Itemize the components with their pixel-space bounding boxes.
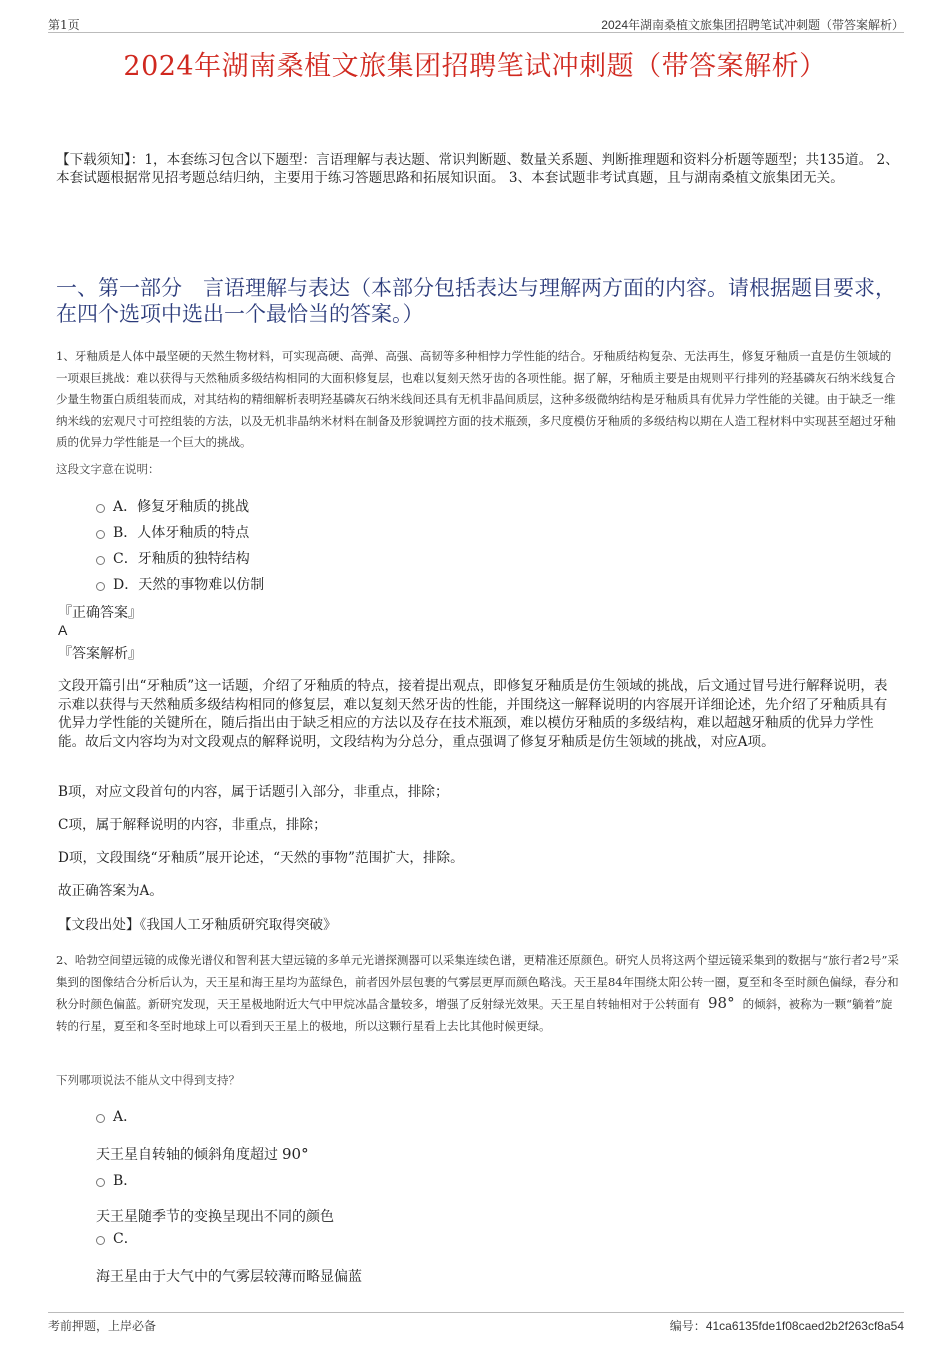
radio-icon[interactable] [96,530,105,539]
radio-icon[interactable] [96,504,105,513]
document-title: 2024年湖南桑植文旅集团招聘笔试冲刺题（带答案解析） [123,51,827,82]
footer-code [670,1317,904,1334]
radio-icon[interactable] [96,1114,105,1123]
correct-answer-tag: 『正确答案』 [58,605,142,621]
page-footer [48,1312,904,1335]
tilt-angle: 98° [708,994,735,1012]
q2-option-a[interactable] [96,1106,137,1126]
correct-answer: A [58,622,68,638]
analysis-option-d: D项，文段围绕“牙釉质”展开论述，“天然的事物”范围扩大，排除。 [58,850,464,866]
question-1-stem: 1、牙釉质是人体中最坚硬的天然生物材料，可实现高硬、高弹、高强、高韧等多种相悖力学性能的结合。牙釉质结构复杂、无法再生，修复牙釉质一直是仿生领域的一项艰巨挑战：难以获得与天然釉质多级结构相同的大面积修复层，也难以复刻天然牙齿的各项性能。据了解，牙釉质主要是由规则平行排列的羟基磷灰石纳米线复合少量生物蛋白质组装而成，对其结构的精细解析表明羟基磷灰石纳米线间还具有无机非晶间质层，这种多级微纳结构是牙釉质具有优异力学性能的关键。由于缺乏一维纳米线的宏观尺寸可控组装的方法，以及无机非晶纳米材料在制备及形貌调控方面的技术瓶颈，多尺度模仿牙釉质的多级结构以期在人造工程材料中实现甚至超过牙釉质的优异力学性能是一个巨大的挑战。 [56,349,896,449]
radio-icon[interactable] [96,582,105,591]
q2-stem-part1: 2、哈勃空间望远镜的成像光谱仪和智利甚大望远镜的多单元光谱探测器可以采集连续色谱，更精准还原颜色。研究人员将这两个望远镜采集到的数据与“旅行者2号”采集到的图像结合分析后认为，天王星和海王星均为蓝绿色，前者因外层包裹的气雾层更厚而颜色略浅。天王星84年围绕太阳公转一圈，夏至和冬至时颜色偏绿，春分和秋分时颜色偏蓝。新研究发现，天王星极地附近大气中甲烷冰晶含量较多，增强了反射绿光效果。天王星自转轴相对于公转面有 [56,953,899,1011]
radio-icon[interactable] [96,1236,105,1245]
q2-option-b-label: B． [113,1173,138,1189]
text-source: 【文段出处】《我国人工牙釉质研究取得突破》 [58,917,337,933]
q1-option-c-label: C．牙釉质的独特结构 [113,551,250,567]
analysis-conclusion: 故正确答案为A。 [58,883,163,899]
radio-icon[interactable] [96,556,105,565]
header-doc-title: 2024年湖南桑植文旅集团招聘笔试冲刺题（带答案解析） [601,18,904,32]
analysis-tag: 『答案解析』 [58,646,142,662]
footer-slogan: 考前押题，上岸必备 [48,1319,157,1333]
q2-option-a-label: A． [113,1109,138,1125]
question-2-prompt: 下列哪项说法不能从文中得到支持？ [56,1073,240,1087]
question-2-stem [56,950,901,1037]
radio-icon[interactable] [96,1178,105,1187]
q1-option-a-label: A．修复牙釉质的挑战 [113,499,250,515]
q1-option-d-label: D．天然的事物难以仿制 [113,577,265,593]
question-1-prompt: 这段文字意在说明： [56,462,160,476]
q2-option-a-text [96,1144,309,1164]
section-heading: 一、第一部分 言语理解与表达（本部分包括表达与理解两方面的内容。请根据题目要求，在四个选项中选出一个最恰当的答案。） [56,276,896,326]
q2-option-a-body: 天王星自转轴的倾斜角度超过 [96,1147,278,1163]
footer-code-value: 41ca6135fde1f08caed2b2f263cf8a54 [705,1319,904,1333]
q2-option-c-label: C． [113,1231,138,1247]
q2-option-a-math: 90° [282,1145,309,1163]
answer-analysis: 文段开篇引出“牙釉质”这一话题，介绍了牙釉质的特点，接着提出观点，即修复牙釉质是仿生领域的挑战，后文通过冒号进行解释说明，表示难以获得与天然釉质多级结构相同的修复层，难以复刻天然牙齿的性能，并围绕这一解释说明的内容展开详细论述，先介绍了牙釉质具有优异力学性能的关键所在，随后指出由于缺乏相应的方法以及存在技术瓶颈，难以模仿牙釉质的多级结构，难以超越牙釉质的优异力学性能。故后文内容均为对文段观点的解释说明，文段结构为分总分，重点强调了修复牙釉质是仿生领域的挑战，对应A项。 [58,678,888,750]
analysis-option-b: B项，对应文段首句的内容，属于话题引入部分，非重点，排除； [58,784,449,800]
analysis-option-c: C项，属于解释说明的内容，非重点，排除； [58,817,327,833]
q1-option-d[interactable] [96,574,264,594]
q2-stem-part2: 的倾斜，被称为一颗“躺着”旋转的行星，夏至和冬至时地球上可以看到天王星上的极地，所以这颗行星看上去比其他时候更绿。 [56,997,893,1033]
q2-option-b-text: 天王星随季节的变换呈现出不同的颜色 [96,1209,334,1225]
page-header [48,12,904,33]
q2-option-c[interactable] [96,1228,138,1248]
q2-option-c-text: 海王星由于大气中的气雾层较薄而略显偏蓝 [96,1269,362,1285]
q1-option-c[interactable] [96,548,250,568]
page-number: 第1页 [48,18,80,32]
q1-option-b[interactable] [96,522,249,542]
q1-option-a[interactable] [96,496,249,516]
q1-option-b-label: B．人体牙釉质的特点 [113,525,250,541]
q2-option-b[interactable] [96,1170,137,1190]
download-notice: 【下载须知】：1，本套练习包含以下题型：言语理解与表达题、常识判断题、数量关系题、判断推理题和资料分析题等题型；共135道。 2、本套试题根据常见招考题总结归纳，主要用于练习答题思路和拓展知识面。 3、本套试题非考试真题，且与湖南桑植文旅集团无关。 [56,152,899,186]
footer-code-label: 编号： [669,1319,706,1333]
